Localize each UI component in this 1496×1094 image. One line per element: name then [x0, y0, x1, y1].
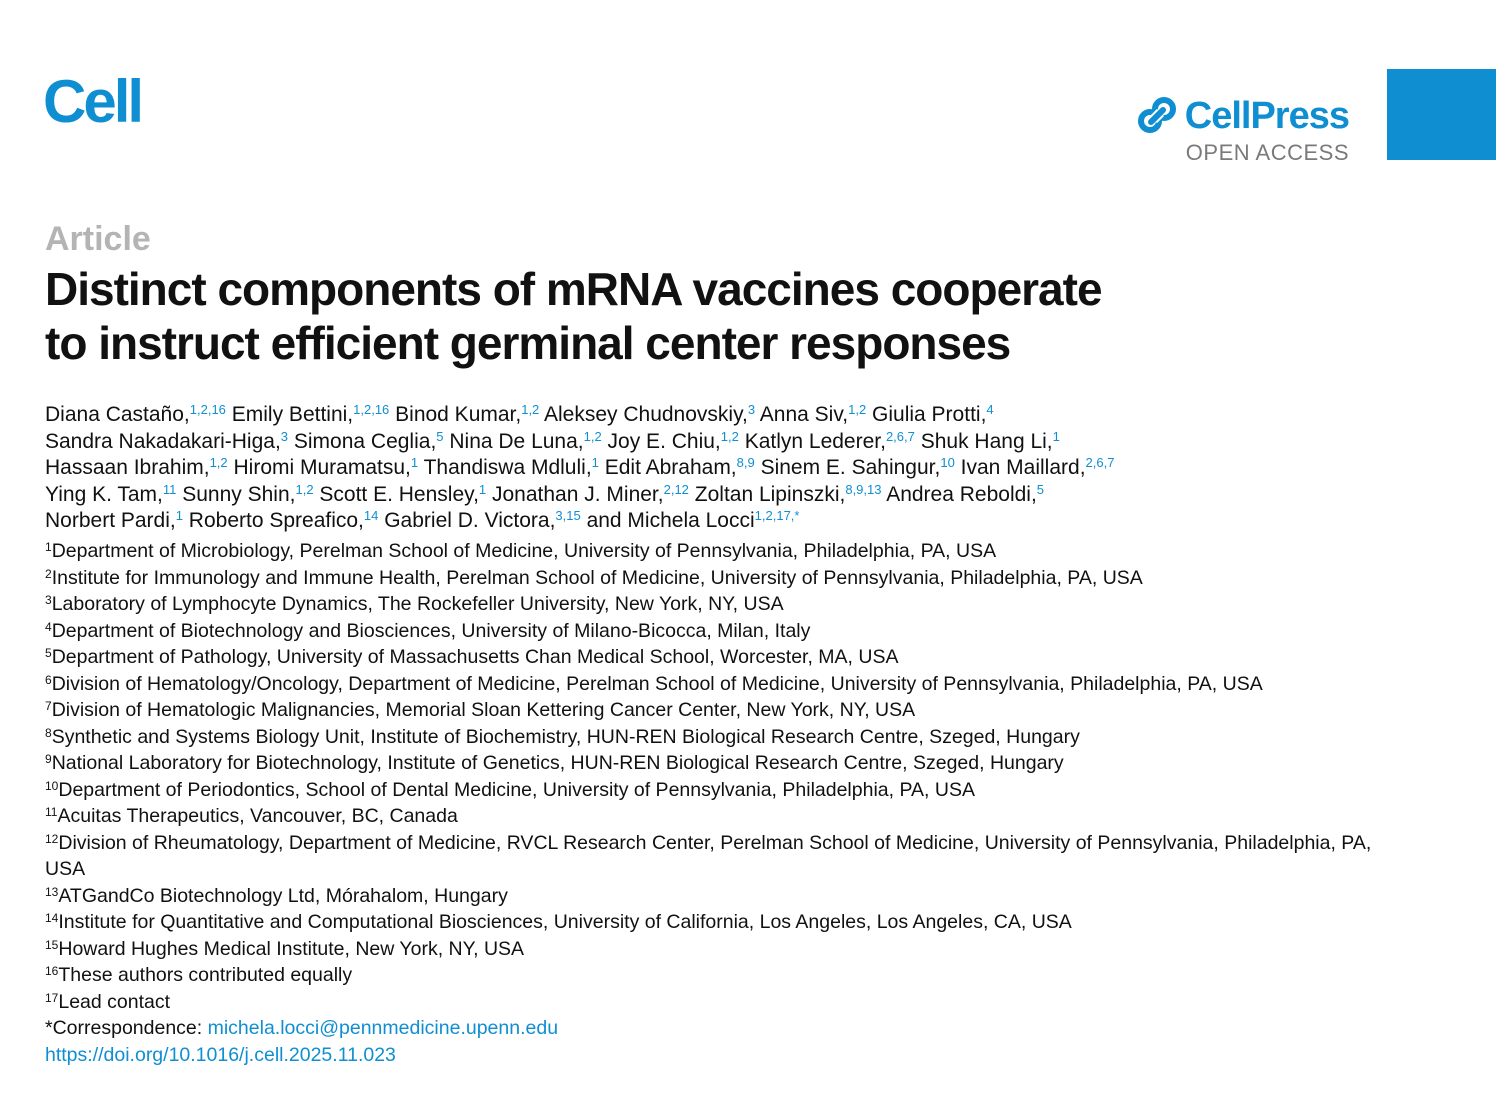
affiliation-number: 9 — [45, 752, 52, 766]
affiliation-number: 16 — [45, 964, 59, 978]
affiliation-item — [45, 962, 1405, 989]
affiliation-text: ATGandCo Biotechnology Ltd, Mórahalom, Hungary — [58, 884, 508, 907]
author-name-text: Emily Bettini, — [231, 403, 354, 426]
author-name-text: Sandra Nakadakari-Higa, — [45, 429, 281, 453]
author-name — [384, 509, 581, 532]
author-affiliation-superscript[interactable]: 1 — [1052, 428, 1060, 444]
affiliation-number: 6 — [45, 672, 52, 687]
author-name — [424, 456, 599, 479]
publisher-logo — [1135, 94, 1349, 164]
author-affiliation-superscript[interactable]: 2,6,7 — [885, 428, 915, 444]
author-name — [605, 456, 755, 479]
affiliation-number: 8 — [45, 725, 52, 740]
affiliation-item — [45, 936, 1405, 963]
author-name-text: Thandiswa Mdluli, — [423, 456, 592, 479]
author-name-text: Edit Abraham, — [604, 456, 737, 479]
author-affiliation-superscript[interactable]: 8,9 — [736, 455, 755, 470]
title-line: to instruct efficient germinal center responses — [45, 317, 1011, 369]
affiliation-text: Laboratory of Lymphocyte Dynamics, The Rockefeller University, New York, NY, USA — [51, 593, 784, 615]
author-name — [45, 483, 176, 506]
author-name — [319, 483, 486, 506]
author-name — [608, 430, 739, 453]
author-name — [232, 403, 390, 426]
author-name-text: Zoltan Lipinszki, — [694, 482, 846, 506]
affiliation-number: 2 — [45, 566, 52, 581]
article-type-label: Article — [45, 220, 151, 258]
author-affiliation-superscript[interactable]: 5 — [1036, 481, 1045, 497]
affiliation-text: Institute for Quantitative and Computational Biosciences, University of California, Los Angeles, Los Angeles, CA, USA — [58, 911, 1072, 933]
affiliation-list — [45, 538, 1405, 1068]
affiliation-text: Institute for Immunology and Immune Health, Perelman School of Medicine, University of Pennsylvania, Philadelphia, PA, USA — [51, 566, 1143, 589]
author-affiliation-superscript[interactable]: 1 — [478, 481, 487, 497]
author-name-text: Andrea Reboldi, — [886, 482, 1037, 506]
author-affiliation-superscript[interactable]: 3,15 — [555, 508, 581, 523]
affiliation-text: Department of Biotechnology and Biosciences, University of Milano-Bicocca, Milan, Italy — [51, 619, 811, 642]
affiliation-item — [45, 750, 1405, 777]
author-affiliation-superscript[interactable]: 1 — [175, 508, 183, 523]
author-name-text: Sunny Shin, — [182, 482, 296, 506]
author-name-text: Ivan Maillard, — [960, 456, 1086, 479]
author-name — [760, 403, 866, 426]
author-name — [587, 509, 800, 532]
affiliation-item — [45, 671, 1405, 698]
author-affiliation-superscript[interactable]: 1,2,17,* — [754, 508, 800, 523]
affiliation-number: 12 — [45, 831, 59, 846]
author-name — [745, 430, 915, 453]
affiliation-number: 10 — [45, 778, 59, 793]
author-name-text: Ying K. Tam, — [45, 482, 163, 506]
affiliation-number: 15 — [45, 937, 59, 952]
author-line — [45, 508, 1405, 535]
author-list — [45, 402, 1405, 535]
affiliation-text: Department of Periodontics, School of Dental Medicine, University of Pennsylvania, Philadelphia, PA, USA — [58, 778, 975, 801]
author-name — [761, 456, 955, 479]
author-name — [45, 403, 226, 426]
author-name-text: Aleksey Chudnovskiy, — [543, 403, 748, 426]
author-name — [886, 483, 1044, 506]
author-affiliation-superscript[interactable]: 1,2 — [848, 402, 867, 417]
affiliation-number: 13 — [45, 884, 59, 899]
affiliation-item — [45, 618, 1405, 645]
affiliation-item — [45, 697, 1405, 724]
publisher-logo-row — [1135, 94, 1349, 138]
author-name-text: Diana Castaño, — [45, 403, 190, 426]
affiliation-item — [45, 724, 1405, 751]
author-affiliation-superscript[interactable]: 1,2 — [295, 481, 314, 497]
author-name — [45, 509, 183, 532]
affiliation-text: Division of Hematology/Oncology, Department of Medicine, Perelman School of Medicine, University of Pennsylvania, Philadelphia, PA, USA — [51, 672, 1263, 695]
author-affiliation-superscript[interactable]: 4 — [986, 402, 994, 417]
author-name — [45, 430, 288, 453]
author-name-text: Shuk Hang Li, — [920, 429, 1053, 453]
author-affiliation-superscript[interactable]: 10 — [940, 455, 955, 470]
author-affiliation-superscript[interactable]: 2,6,7 — [1085, 455, 1115, 470]
author-name-text: Katlyn Lederer, — [744, 429, 886, 453]
publisher-name: CellPress — [1184, 95, 1349, 137]
author-affiliation-superscript[interactable]: 1,2,16 — [353, 402, 390, 417]
affiliation-number: 17 — [45, 990, 59, 1005]
author-name — [395, 403, 539, 426]
affiliation-text: Synthetic and Systems Biology Unit, Institute of Biochemistry, HUN-REN Biological Research Centre, Szeged, Hungary — [51, 725, 1080, 748]
author-name — [234, 456, 419, 479]
affiliation-text: Department of Pathology, University of Massachusetts Chan Medical School, Worcester, MA, USA — [51, 646, 899, 668]
author-affiliation-superscript[interactable]: 1 — [591, 455, 599, 470]
author-line — [45, 429, 1405, 456]
author-name — [492, 483, 689, 506]
author-line — [45, 455, 1405, 482]
affiliation-text: Division of Hematologic Malignancies, Memorial Sloan Kettering Cancer Center, New York, NY, USA — [51, 699, 916, 721]
affiliation-item — [45, 538, 1405, 565]
author-name — [182, 483, 313, 506]
author-affiliation-superscript[interactable]: 1,2 — [521, 402, 540, 417]
author-affiliation-superscript[interactable]: 14 — [363, 508, 379, 523]
author-affiliation-superscript[interactable]: 1,2 — [209, 455, 228, 470]
author-affiliation-superscript[interactable]: 1 — [410, 455, 419, 470]
affiliation-text: National Laboratory for Biotechnology, Institute of Genetics, HUN-REN Biological Research Centre, Szeged, Hungary — [51, 752, 1064, 774]
author-affiliation-superscript[interactable]: 3 — [747, 402, 756, 417]
author-affiliation-superscript[interactable]: 1,2 — [583, 428, 602, 444]
affiliation-item — [45, 591, 1405, 618]
affiliation-number: 1 — [45, 540, 52, 554]
affiliation-item — [45, 803, 1405, 830]
affiliation-item — [45, 830, 1405, 883]
affiliation-item — [45, 565, 1405, 592]
open-access-label: OPEN ACCESS — [1185, 140, 1349, 165]
author-name — [449, 430, 601, 453]
author-affiliation-superscript[interactable]: 1,2,16 — [189, 402, 226, 417]
journal-logo: Cell — [43, 68, 142, 135]
author-name-text: Anna Siv, — [759, 403, 849, 426]
doi-link[interactable]: https://doi.org/10.1016/j.cell.2025.11.023 — [45, 1043, 396, 1066]
affiliation-text: Lead contact — [58, 990, 171, 1013]
author-name-text: and Michela Locci — [586, 509, 755, 532]
author-name-text: Simona Ceglia, — [293, 429, 437, 453]
author-name — [695, 483, 882, 506]
affiliation-text: Howard Hughes Medical Institute, New York, NY, USA — [58, 937, 525, 960]
author-affiliation-superscript[interactable]: 11 — [162, 481, 177, 497]
author-name — [872, 403, 994, 426]
affiliation-text: These authors contributed equally — [58, 964, 353, 986]
author-name-text: Joy E. Chiu, — [607, 429, 721, 453]
author-name-text: Hassaan Ibrahim, — [45, 456, 210, 479]
author-name-text: Gabriel D. Victora, — [384, 509, 556, 532]
affiliation-number: 5 — [45, 646, 52, 660]
author-affiliation-superscript[interactable]: 5 — [436, 428, 444, 444]
author-name-text: Hiromi Muramatsu, — [233, 456, 411, 479]
cellpress-mark-icon — [1135, 94, 1179, 138]
author-affiliation-superscript[interactable]: 3 — [280, 428, 289, 444]
author-name-text: Scott E. Hensley, — [319, 482, 479, 506]
author-affiliation-superscript[interactable]: 8,9,13 — [845, 481, 882, 497]
author-line — [45, 482, 1405, 509]
author-name-text: Binod Kumar, — [395, 403, 522, 426]
author-name-text: Jonathan J. Miner, — [492, 482, 664, 506]
author-affiliation-superscript[interactable]: 2,12 — [663, 481, 689, 497]
affiliation-number: 3 — [45, 593, 52, 607]
affiliation-number: 14 — [45, 911, 59, 925]
affiliation-item — [45, 883, 1405, 910]
author-name — [45, 456, 228, 479]
author-name — [961, 456, 1115, 479]
author-name-text: Giulia Protti, — [872, 403, 987, 426]
author-name-text: Norbert Pardi, — [45, 509, 176, 532]
affiliation-number: 11 — [45, 805, 58, 819]
affiliation-item — [45, 777, 1405, 804]
affiliation-item — [45, 909, 1405, 936]
affiliation-number: 4 — [45, 619, 52, 634]
author-name-text: Roberto Spreafico, — [188, 509, 364, 532]
author-line — [45, 402, 1405, 429]
title-line: Distinct components of mRNA vaccines cooperate — [45, 263, 1102, 315]
article-title — [45, 262, 1345, 370]
author-name-text: Nina De Luna, — [449, 429, 584, 453]
correspondence-label: *Correspondence: — [45, 1017, 208, 1039]
author-name — [544, 403, 755, 426]
author-name — [189, 509, 379, 532]
author-name-text: Sinem E. Sahingur, — [760, 456, 941, 479]
corner-color-block — [1387, 69, 1496, 160]
correspondence-line — [45, 1015, 1405, 1042]
affiliation-number: 7 — [45, 699, 52, 713]
affiliation-text: Division of Rheumatology, Department of Medicine, RVCL Research Center, Perelman School of Medicine, University of Pennsylvania, Philadelphia, PA, USA — [45, 831, 1372, 880]
author-name — [921, 430, 1060, 453]
author-affiliation-superscript[interactable]: 1,2 — [720, 428, 739, 444]
correspondence-email-link[interactable]: michela.locci@pennmedicine.upenn.edu — [207, 1017, 559, 1039]
author-name — [294, 430, 444, 453]
affiliation-text: Department of Microbiology, Perelman School of Medicine, University of Pennsylvania, Philadelphia, PA, USA — [51, 540, 997, 562]
affiliation-item — [45, 644, 1405, 671]
affiliation-text: Acuitas Therapeutics, Vancouver, BC, Canada — [57, 805, 458, 827]
affiliation-item — [45, 989, 1405, 1016]
